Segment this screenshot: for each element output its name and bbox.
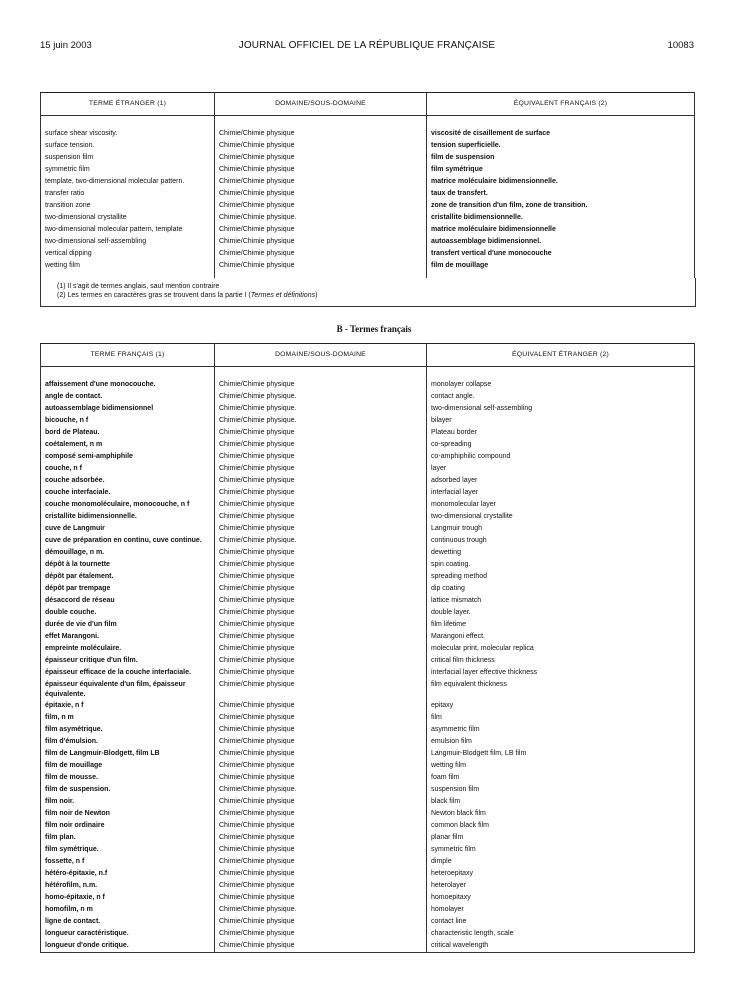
table-row [41, 700, 695, 712]
domain-cell: Chimie/Chimie physique [215, 152, 427, 164]
domain-cell: Chimie/Chimie physique [215, 607, 427, 619]
term-cell: couche interfaciale. [41, 487, 215, 499]
domain-cell: Chimie/Chimie physique [215, 619, 427, 631]
table-row [41, 631, 695, 643]
equivalent-cell: lattice mismatch [427, 595, 695, 607]
domain-cell: Chimie/Chimie physique [215, 667, 427, 679]
table-row [41, 559, 695, 571]
term-cell: dépôt à la tournette [41, 559, 215, 571]
french-terms-table [40, 343, 695, 953]
table-row [41, 583, 695, 595]
equivalent-cell: common black film [427, 820, 695, 832]
equivalent-cell: emulsion film [427, 736, 695, 748]
table-row [41, 403, 695, 415]
table-row [41, 523, 695, 535]
equivalent-cell: film [427, 712, 695, 724]
equivalent-cell: two-dimensional self-assembling [427, 403, 695, 415]
table-row [41, 820, 695, 832]
spacer-cell [215, 367, 427, 380]
table-row [41, 451, 695, 463]
term-cell: cuve de préparation en continu, cuve continue. [41, 535, 215, 547]
equivalent-cell: transfert vertical d'une monocouche [427, 248, 695, 260]
column-header-domain: DOMAINE/SOUS-DOMAINE [215, 344, 427, 367]
domain-cell: Chimie/Chimie physique [215, 595, 427, 607]
domain-cell: Chimie/Chimie physique. [215, 212, 427, 224]
spacer-cell [215, 116, 427, 129]
domain-cell: Chimie/Chimie physique [215, 679, 427, 700]
term-cell: film asymétrique. [41, 724, 215, 736]
table-row [41, 643, 695, 655]
column-header-foreign-term: TERME ÉTRANGER (1) [41, 93, 215, 116]
equivalent-cell: tension superficielle. [427, 140, 695, 152]
term-cell: two-dimensional crystallite [41, 212, 215, 224]
equivalent-cell: epitaxy [427, 700, 695, 712]
domain-cell: Chimie/Chimie physique [215, 736, 427, 748]
term-cell: ligne de contact. [41, 916, 215, 928]
equivalent-cell: taux de transfert. [427, 188, 695, 200]
equivalent-cell: film symétrique [427, 164, 695, 176]
domain-cell: Chimie/Chimie physique. [215, 535, 427, 547]
foreign-terms-table [40, 92, 695, 278]
table-row [41, 487, 695, 499]
equivalent-cell: planar film [427, 832, 695, 844]
domain-cell: Chimie/Chimie physique [215, 451, 427, 463]
domain-cell: Chimie/Chimie physique [215, 880, 427, 892]
term-cell: transition zone [41, 200, 215, 212]
equivalent-cell: dewetting [427, 547, 695, 559]
spacer-cell [41, 116, 215, 129]
term-cell: film de Langmuir-Blodgett, film LB [41, 748, 215, 760]
term-cell: épitaxie, n f [41, 700, 215, 712]
equivalent-cell: homoepitaxy [427, 892, 695, 904]
table-row [41, 772, 695, 784]
equivalent-cell: heteroepitaxy [427, 868, 695, 880]
domain-cell: Chimie/Chimie physique [215, 844, 427, 856]
domain-cell: Chimie/Chimie physique. [215, 391, 427, 403]
term-cell: template, two-dimensional molecular pattern. [41, 176, 215, 188]
table-row [41, 379, 695, 391]
domain-cell: Chimie/Chimie physique [215, 724, 427, 736]
equivalent-cell: autoassemblage bidimensionnel. [427, 236, 695, 248]
table-row [41, 760, 695, 772]
table-row [41, 164, 695, 176]
term-cell: bord de Plateau. [41, 427, 215, 439]
term-cell: empreinte moléculaire. [41, 643, 215, 655]
domain-cell: Chimie/Chimie physique [215, 631, 427, 643]
table-row [41, 712, 695, 724]
domain-cell: Chimie/Chimie physique [215, 655, 427, 667]
journal-title: JOURNAL OFFICIEL DE LA RÉPUBLIQUE FRANÇAISE [238, 40, 496, 51]
column-header-french-equivalent: ÉQUIVALENT FRANÇAIS (2) [427, 93, 695, 116]
table-row [41, 236, 695, 248]
domain-cell: Chimie/Chimie physique [215, 772, 427, 784]
term-cell: longueur caractéristique. [41, 928, 215, 940]
table-row [41, 844, 695, 856]
domain-cell: Chimie/Chimie physique [215, 439, 427, 451]
table-row [41, 607, 695, 619]
table-row [41, 904, 695, 916]
table-row [41, 439, 695, 451]
equivalent-cell: film lifetime [427, 619, 695, 631]
term-cell: film de suspension. [41, 784, 215, 796]
equivalent-cell: matrice moléculaire bidimensionnelle. [427, 176, 695, 188]
equivalent-cell: zone de transition d'un film, zone de transition. [427, 200, 695, 212]
domain-cell: Chimie/Chimie physique [215, 176, 427, 188]
spacer-cell [41, 367, 215, 380]
term-cell: double couche. [41, 607, 215, 619]
column-header-domain: DOMAINE/SOUS-DOMAINE [215, 93, 427, 116]
equivalent-cell: Marangoni effect. [427, 631, 695, 643]
equivalent-cell: monomolecular layer [427, 499, 695, 511]
term-cell: film noir de Newton [41, 808, 215, 820]
equivalent-cell: dimple [427, 856, 695, 868]
section-title: B - Termes français [336, 324, 412, 334]
term-cell: film noir ordinaire [41, 820, 215, 832]
term-cell: vertical dipping [41, 248, 215, 260]
domain-cell: Chimie/Chimie physique [215, 248, 427, 260]
table-row [41, 248, 695, 260]
table-notes [40, 278, 696, 307]
table-row [41, 176, 695, 188]
domain-cell: Chimie/Chimie physique [215, 796, 427, 808]
equivalent-cell: symmetric film [427, 844, 695, 856]
domain-cell: Chimie/Chimie physique [215, 547, 427, 559]
table-row [41, 808, 695, 820]
table-row [41, 736, 695, 748]
table-row [41, 547, 695, 559]
equivalent-cell: continuous trough [427, 535, 695, 547]
note-2-text: (2) Les termes en caractères gras se trouvent dans la partie I ( [57, 292, 251, 299]
equivalent-cell: Newton black film [427, 808, 695, 820]
domain-cell: Chimie/Chimie physique [215, 808, 427, 820]
equivalent-cell: critical film thickness [427, 655, 695, 667]
table-row [41, 260, 695, 272]
column-header-french-term: TERME FRANÇAIS (1) [41, 344, 215, 367]
table-row [41, 415, 695, 427]
table-row [41, 535, 695, 547]
term-cell: épaisseur équivalente d'un film, épaisseur équivalente. [41, 679, 215, 700]
domain-cell: Chimie/Chimie physique. [215, 904, 427, 916]
equivalent-cell: bilayer [427, 415, 695, 427]
equivalent-cell: characteristic length, scale [427, 928, 695, 940]
term-cell: composé semi-amphiphile [41, 451, 215, 463]
equivalent-cell: interfacial layer [427, 487, 695, 499]
domain-cell: Chimie/Chimie physique [215, 748, 427, 760]
domain-cell: Chimie/Chimie physique [215, 236, 427, 248]
equivalent-cell: spreading method [427, 571, 695, 583]
table-row [41, 928, 695, 940]
equivalent-cell: critical wavelength [427, 940, 695, 953]
spacer-cell [427, 116, 695, 129]
term-cell: durée de vie d'un film [41, 619, 215, 631]
equivalent-cell: interfacial layer effective thickness [427, 667, 695, 679]
domain-cell: Chimie/Chimie physique [215, 868, 427, 880]
table-row [41, 832, 695, 844]
term-cell: cristallite bidimensionnelle. [41, 511, 215, 523]
term-cell: homo-épitaxie, n f [41, 892, 215, 904]
column-header-foreign-equivalent: ÉQUIVALENT ÉTRANGER (2) [427, 344, 695, 367]
table-row [41, 475, 695, 487]
domain-cell: Chimie/Chimie physique [215, 379, 427, 391]
spacer-cell [427, 367, 695, 380]
equivalent-cell: monolayer collapse [427, 379, 695, 391]
equivalent-cell: cristallite bidimensionnelle. [427, 212, 695, 224]
domain-cell: Chimie/Chimie physique [215, 260, 427, 272]
equivalent-cell: two-dimensional crystallite [427, 511, 695, 523]
page-number: 10083 [667, 40, 694, 51]
table-row [41, 212, 695, 224]
equivalent-cell: Plateau border [427, 427, 695, 439]
term-cell: autoassemblage bidimensionnel [41, 403, 215, 415]
term-cell: two-dimensional self-assembling [41, 236, 215, 248]
domain-cell: Chimie/Chimie physique [215, 523, 427, 535]
domain-cell: Chimie/Chimie physique [215, 475, 427, 487]
term-cell: surface tension. [41, 140, 215, 152]
term-cell: effet Marangoni. [41, 631, 215, 643]
table-row [41, 880, 695, 892]
table-row [41, 916, 695, 928]
equivalent-cell: foam film [427, 772, 695, 784]
term-cell: affaissement d'une monocouche. [41, 379, 215, 391]
table-row [41, 140, 695, 152]
term-cell: film de mouillage [41, 760, 215, 772]
equivalent-cell: molecular print, molecular replica [427, 643, 695, 655]
table-row [41, 128, 695, 140]
domain-cell: Chimie/Chimie physique [215, 499, 427, 511]
domain-cell: Chimie/Chimie physique [215, 940, 427, 953]
term-cell: fossette, n f [41, 856, 215, 868]
table-row [41, 892, 695, 904]
term-cell: coétalement, n m [41, 439, 215, 451]
equivalent-cell: asymmetric film [427, 724, 695, 736]
table-row [41, 940, 695, 953]
table-row [41, 856, 695, 868]
domain-cell: Chimie/Chimie physique [215, 188, 427, 200]
domain-cell: Chimie/Chimie physique. [215, 415, 427, 427]
equivalent-cell: adsorbed layer [427, 475, 695, 487]
table-row [41, 868, 695, 880]
term-cell: couche, n f [41, 463, 215, 475]
domain-cell: Chimie/Chimie physique [215, 820, 427, 832]
equivalent-cell: Langmuir trough [427, 523, 695, 535]
table-row [41, 499, 695, 511]
term-cell: désaccord de réseau [41, 595, 215, 607]
domain-cell: Chimie/Chimie physique [215, 892, 427, 904]
note-2 [41, 291, 695, 300]
table-header-row [41, 93, 695, 116]
domain-cell: Chimie/Chimie physique [215, 128, 427, 140]
table-row [41, 748, 695, 760]
table-row [41, 619, 695, 631]
term-cell: cuve de Langmuir [41, 523, 215, 535]
term-cell: film symétrique. [41, 844, 215, 856]
domain-cell: Chimie/Chimie physique [215, 928, 427, 940]
equivalent-cell: dip coating [427, 583, 695, 595]
equivalent-cell: homolayer [427, 904, 695, 916]
equivalent-cell: black film [427, 796, 695, 808]
term-cell: couche monomoléculaire, monocouche, n f [41, 499, 215, 511]
domain-cell: Chimie/Chimie physique [215, 224, 427, 236]
table-row [41, 796, 695, 808]
table-row [41, 391, 695, 403]
domain-cell: Chimie/Chimie physique [215, 916, 427, 928]
table-row [41, 655, 695, 667]
table-row [41, 152, 695, 164]
term-cell: couche adsorbée. [41, 475, 215, 487]
equivalent-cell: suspension film [427, 784, 695, 796]
domain-cell: Chimie/Chimie physique [215, 832, 427, 844]
domain-cell: Chimie/Chimie physique [215, 559, 427, 571]
domain-cell: Chimie/Chimie physique [215, 643, 427, 655]
domain-cell: Chimie/Chimie physique [215, 200, 427, 212]
equivalent-cell: double layer. [427, 607, 695, 619]
term-cell: symmetric film [41, 164, 215, 176]
equivalent-cell: film de suspension [427, 152, 695, 164]
term-cell: longueur d'onde critique. [41, 940, 215, 953]
table-row [41, 427, 695, 439]
equivalent-cell: film de mouillage [427, 260, 695, 272]
domain-cell: Chimie/Chimie physique [215, 760, 427, 772]
equivalent-cell: Langmuir-Blodgett film, LB film [427, 748, 695, 760]
equivalent-cell: wetting film [427, 760, 695, 772]
term-cell: démouillage, n m. [41, 547, 215, 559]
term-cell: bicouche, n f [41, 415, 215, 427]
table-row [41, 224, 695, 236]
table-row [41, 724, 695, 736]
table-row [41, 571, 695, 583]
term-cell: homofilm, n m [41, 904, 215, 916]
term-cell: dépôt par trempage [41, 583, 215, 595]
table-row [41, 679, 695, 700]
domain-cell: Chimie/Chimie physique [215, 511, 427, 523]
equivalent-cell: heterolayer [427, 880, 695, 892]
spacer-row [41, 116, 695, 129]
term-cell: film plan. [41, 832, 215, 844]
domain-cell: Chimie/Chimie physique. [215, 403, 427, 415]
domain-cell: Chimie/Chimie physique [215, 140, 427, 152]
term-cell: film d'émulsion. [41, 736, 215, 748]
domain-cell: Chimie/Chimie physique [215, 463, 427, 475]
equivalent-cell: spin coating. [427, 559, 695, 571]
term-cell: hétéro-épitaxie, n.f [41, 868, 215, 880]
note-1: (1) Il s'agit de termes anglais, sauf mention contraire [57, 283, 220, 290]
issue-date: 15 juin 2003 [40, 40, 92, 51]
equivalent-cell: contact line [427, 916, 695, 928]
equivalent-cell: co-spreading [427, 439, 695, 451]
domain-cell: Chimie/Chimie physique [215, 427, 427, 439]
note-2-end: ) [315, 292, 318, 299]
table-row [41, 667, 695, 679]
term-cell: dépôt par étalement. [41, 571, 215, 583]
term-cell: film noir. [41, 796, 215, 808]
domain-cell: Chimie/Chimie physique [215, 700, 427, 712]
table-row [41, 188, 695, 200]
term-cell: two-dimensional molecular pattern, template [41, 224, 215, 236]
term-cell: angle de contact. [41, 391, 215, 403]
page-header [40, 40, 694, 54]
equivalent-cell: viscosité de cisaillement de surface [427, 128, 695, 140]
table-row [41, 463, 695, 475]
table-row [41, 784, 695, 796]
term-cell: surface shear viscosity. [41, 128, 215, 140]
table-row [41, 511, 695, 523]
equivalent-cell: contact angle. [427, 391, 695, 403]
term-cell: film, n m [41, 712, 215, 724]
term-cell: épaisseur critique d'un film. [41, 655, 215, 667]
term-cell: épaisseur efficace de la couche interfaciale. [41, 667, 215, 679]
term-cell: wetting film [41, 260, 215, 272]
equivalent-cell: layer [427, 463, 695, 475]
domain-cell: Chimie/Chimie physique [215, 712, 427, 724]
equivalent-cell: co-amphiphilic compound [427, 451, 695, 463]
table-row [41, 595, 695, 607]
domain-cell: Chimie/Chimie physique [215, 487, 427, 499]
equivalent-cell: matrice moléculaire bidimensionnelle [427, 224, 695, 236]
equivalent-cell: film equivalent thickness [427, 679, 695, 700]
domain-cell: Chimie/Chimie physique [215, 583, 427, 595]
spacer-row [41, 367, 695, 380]
note-2-italic: Termes et définitions [250, 292, 316, 299]
term-cell: film de mousse. [41, 772, 215, 784]
term-cell: transfer ratio [41, 188, 215, 200]
term-cell: suspension film [41, 152, 215, 164]
table-header-row [41, 344, 695, 367]
term-cell: hétérofilm, n.m. [41, 880, 215, 892]
domain-cell: Chimie/Chimie physique [215, 571, 427, 583]
domain-cell: Chimie/Chimie physique [215, 856, 427, 868]
domain-cell: Chimie/Chimie physique. [215, 784, 427, 796]
table-row [41, 200, 695, 212]
domain-cell: Chimie/Chimie physique [215, 164, 427, 176]
